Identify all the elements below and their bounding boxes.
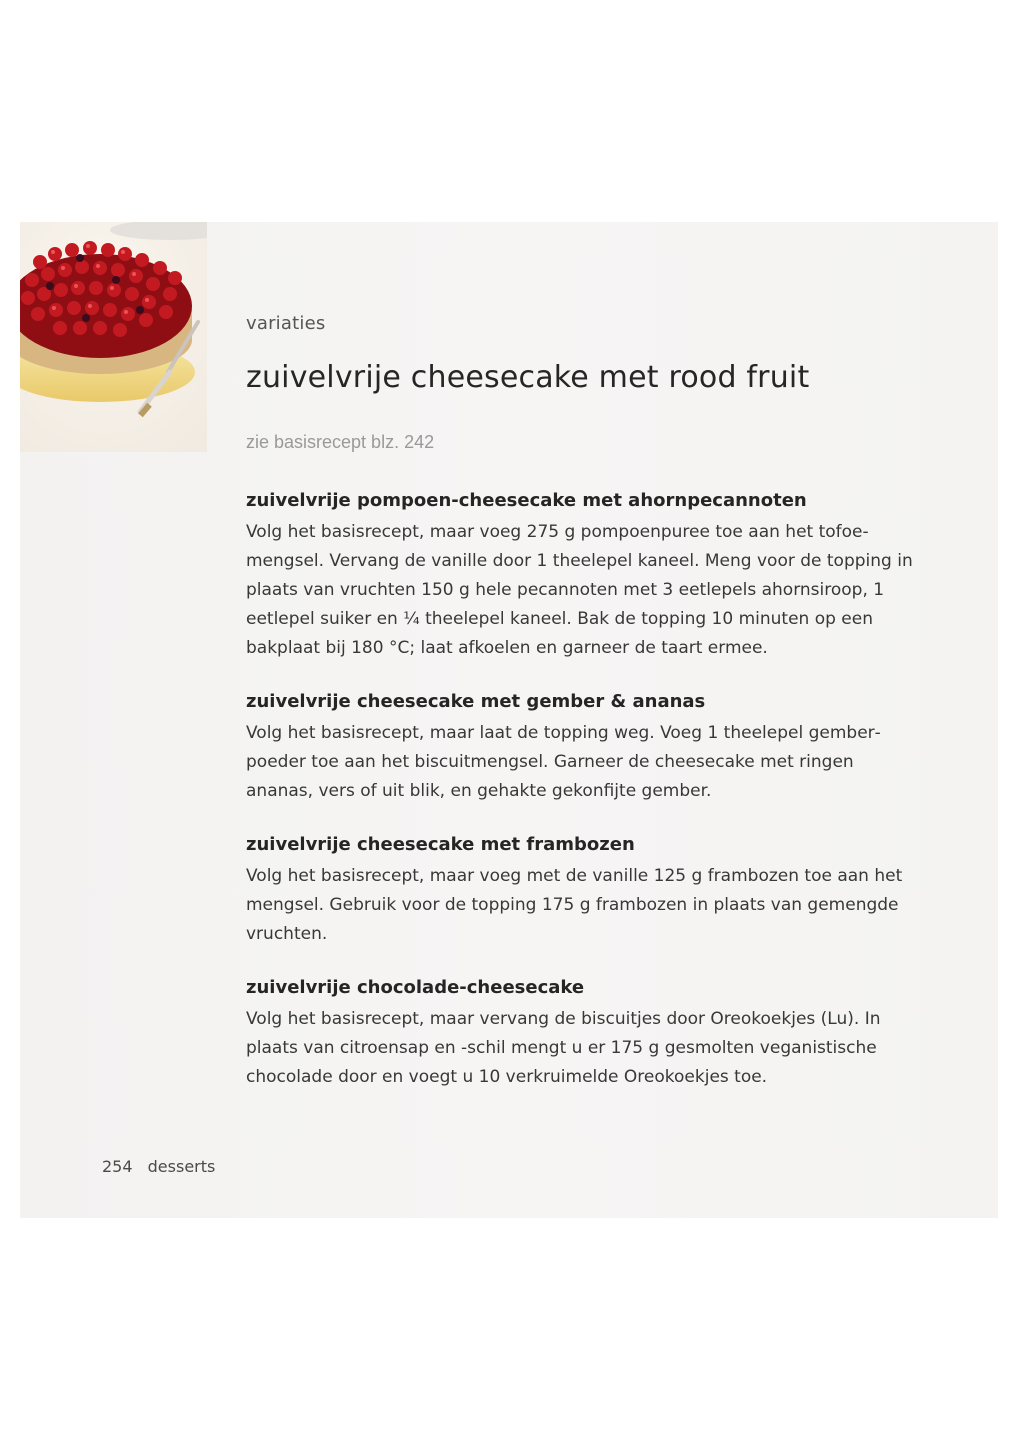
variation-heading: zuivelvrije pompoen-cheesecake met ahornpecannoten: [246, 490, 807, 511]
variation-text: Volg het basisrecept, maar voeg met de vanille 125 g frambozen toe aan het mengsel. Gebruik voor de topping 175 g frambozen in plaats van gemengde vruchten.: [246, 866, 903, 944]
variation-ginger-pineapple: [246, 689, 926, 806]
page-title: zuivelvrije cheesecake met rood fruit: [246, 360, 810, 395]
variation-pumpkin: [246, 488, 926, 663]
variation-text: Volg het basisrecept, maar laat de topping weg. Voeg 1 theelepel gemberpoeder toe aan het biscuitmengsel. Garneer de cheesecake met ringen ananas, vers of uit blik, en gehakte gekonfijte gember.: [246, 723, 881, 801]
variation-heading: zuivelvrije cheesecake met frambozen: [246, 834, 635, 855]
variation-raspberry: [246, 832, 926, 949]
cheesecake-photo: [20, 222, 207, 452]
variation-text: Volg het basisrecept, maar voeg 275 g pompoenpuree toe aan het tofoemengsel. Vervang de vanille door 1 theelepel kaneel. Meng voor de topping in plaats van vruchten 150 g hele pecannoten met 3 eetlepels ahornsiroop, 1 eetlepel suiker en ¼ theelepel kaneel. Bak de topping 10 minuten op een bakplaat bij 180 °C; laat afkoelen en garneer de taart ermee.: [246, 522, 913, 658]
variation-heading: zuivelvrije cheesecake met gember & ananas: [246, 691, 706, 712]
section-eyebrow: variaties: [246, 313, 326, 334]
variation-chocolate: [246, 975, 926, 1092]
page-footer: [102, 1157, 215, 1176]
variation-text: Volg het basisrecept, maar vervang de biscuitjes door Oreokoekjes (Lu). In plaats van citroensap en -schil mengt u er 175 g gesmolten veganistische chocolade door en voegt u 10 verkruimelde Oreokoekjes toe.: [246, 1009, 881, 1087]
base-recipe-reference: zie basisrecept blz. 242: [246, 432, 435, 452]
variations-list: [246, 488, 926, 1118]
variation-heading: zuivelvrije chocolade-cheesecake: [246, 977, 585, 998]
section-name: desserts: [147, 1157, 216, 1176]
page-number: 254: [102, 1157, 133, 1176]
